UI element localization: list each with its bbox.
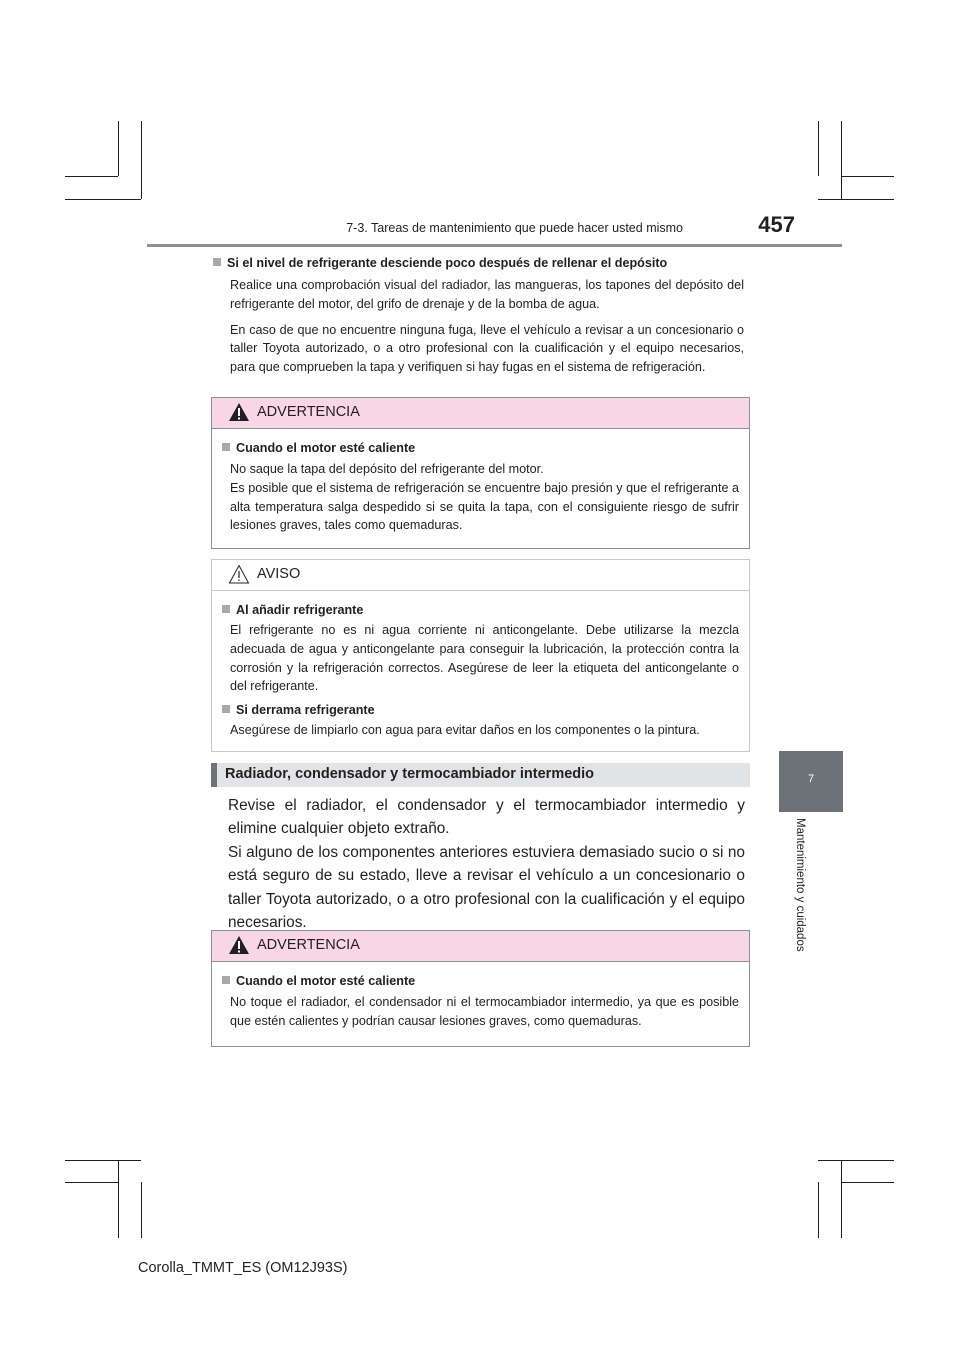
chapter-tab-number: 7 [807, 773, 815, 785]
warning-text: Es posible que el sistema de refrigeración se encuentre bajo presión y que el refrigerante a alta temperatura salga despedido si se quita la tapa, con el consiguiente riesgo de sufrir lesiones graves, tales como quemaduras. [230, 480, 739, 533]
crop-mark [118, 1160, 119, 1238]
caution-triangle-icon [228, 564, 250, 584]
warning-box [211, 930, 750, 1047]
chapter-tab-label: Mantenimiento y cuidados [794, 818, 806, 952]
notice-box-header [212, 560, 749, 591]
warning-text: No saque la tapa del depósito del refrigerante del motor. [230, 462, 544, 476]
crop-mark [141, 1182, 142, 1238]
notice-text: Asegúrese de limpiarlo con agua para evitar daños en los componentes o la pintura. [230, 723, 700, 738]
crop-mark [65, 1182, 118, 1183]
notice-text: El refrigerante no es ni agua corriente ni anticongelante. Debe utilizarse la mezcla adecuada de agua y anticongelante para conseguir la lubricación, la protección contra la corrosión y la refrigeración correctos. Asegúrese de leer la etiqueta del anticongelante o del refrigerante. [230, 623, 739, 694]
notice-box-body [212, 591, 749, 740]
crop-mark [841, 121, 842, 199]
warning-subheading: Cuando el motor esté caliente [222, 972, 739, 990]
warning-box-title: ADVERTENCIA [257, 404, 360, 420]
square-bullet-icon [222, 605, 230, 613]
crop-mark [65, 1160, 141, 1161]
coolant-subheading: Si el nivel de refrigerante desciende poco después de rellenar el depósito [213, 254, 744, 272]
coolant-paragraph: En caso de que no encuentre ninguna fuga, lleve el vehículo a revisar a un concesionario o taller Toyota autorizado, o a otro profesional con la cualificación y el equipo necesarios, para que comprueben la tapa y verifiquen si hay fugas en el sistema de refrigeración. [230, 322, 744, 375]
radiator-paragraph: Si alguno de los componentes anteriores estuviera demasiado sucio o si no está seguro de su estado, lleve a revisar el vehículo a un concesionario o taller Toyota autorizado, o a otro profesional con la cualificación y el equipo necesarios. [228, 843, 745, 932]
notice-subheading: Al añadir refrigerante [222, 601, 739, 619]
crop-mark [818, 1182, 819, 1238]
section-title-accent [211, 763, 217, 787]
crop-mark [818, 121, 819, 176]
radiator-section-body [228, 794, 745, 934]
warning-triangle-icon [228, 402, 250, 422]
crop-mark [841, 176, 894, 177]
square-bullet-icon [222, 443, 230, 451]
crop-mark [65, 176, 118, 177]
square-bullet-icon [222, 976, 230, 984]
warning-box [211, 397, 750, 549]
coolant-paragraph: Realice una comprobación visual del radiador, las mangueras, los tapones del depósito del refrigerante del motor, del grifo de drenaje y de la bomba de agua. [230, 278, 744, 311]
warning-triangle-icon [228, 935, 250, 955]
radiator-paragraph: Revise el radiador, el condensador y el termocambiador intermedio y elimine cualquier objeto extraño. [228, 797, 745, 838]
header-rule [147, 244, 842, 247]
notice-box [211, 559, 750, 752]
warning-text: No toque el radiador, el condensador ni el termocambiador intermedio, ya que es posible que estén calientes y podrían causar lesiones graves, como quemaduras. [230, 995, 739, 1028]
section-title: Radiador, condensador y termocambiador intermedio [225, 766, 595, 782]
crop-mark [841, 1182, 894, 1183]
crop-mark [118, 121, 119, 176]
notice-box-title: AVISO [257, 566, 301, 582]
chapter-title: 7-3. Tareas de mantenimiento que puede hacer usted mismo [346, 221, 683, 235]
square-bullet-icon [222, 705, 230, 713]
warning-box-title: ADVERTENCIA [257, 937, 360, 953]
crop-mark [818, 1160, 894, 1161]
chapter-tab-rule [779, 811, 843, 812]
crop-mark [818, 199, 894, 200]
square-bullet-icon [213, 258, 221, 266]
page-number: 457 [758, 212, 795, 237]
coolant-section [213, 254, 744, 377]
warning-box-body [212, 962, 749, 1031]
warning-box-header [212, 931, 749, 962]
crop-mark [141, 121, 142, 199]
warning-box-header [212, 398, 749, 429]
crop-mark [65, 199, 141, 200]
document-id: Corolla_TMMT_ES (OM12J93S) [138, 1260, 348, 1276]
crop-mark [841, 1160, 842, 1238]
notice-subheading: Si derrama refrigerante [222, 701, 739, 719]
warning-box-body [212, 429, 749, 535]
warning-subheading: Cuando el motor esté caliente [222, 439, 739, 457]
